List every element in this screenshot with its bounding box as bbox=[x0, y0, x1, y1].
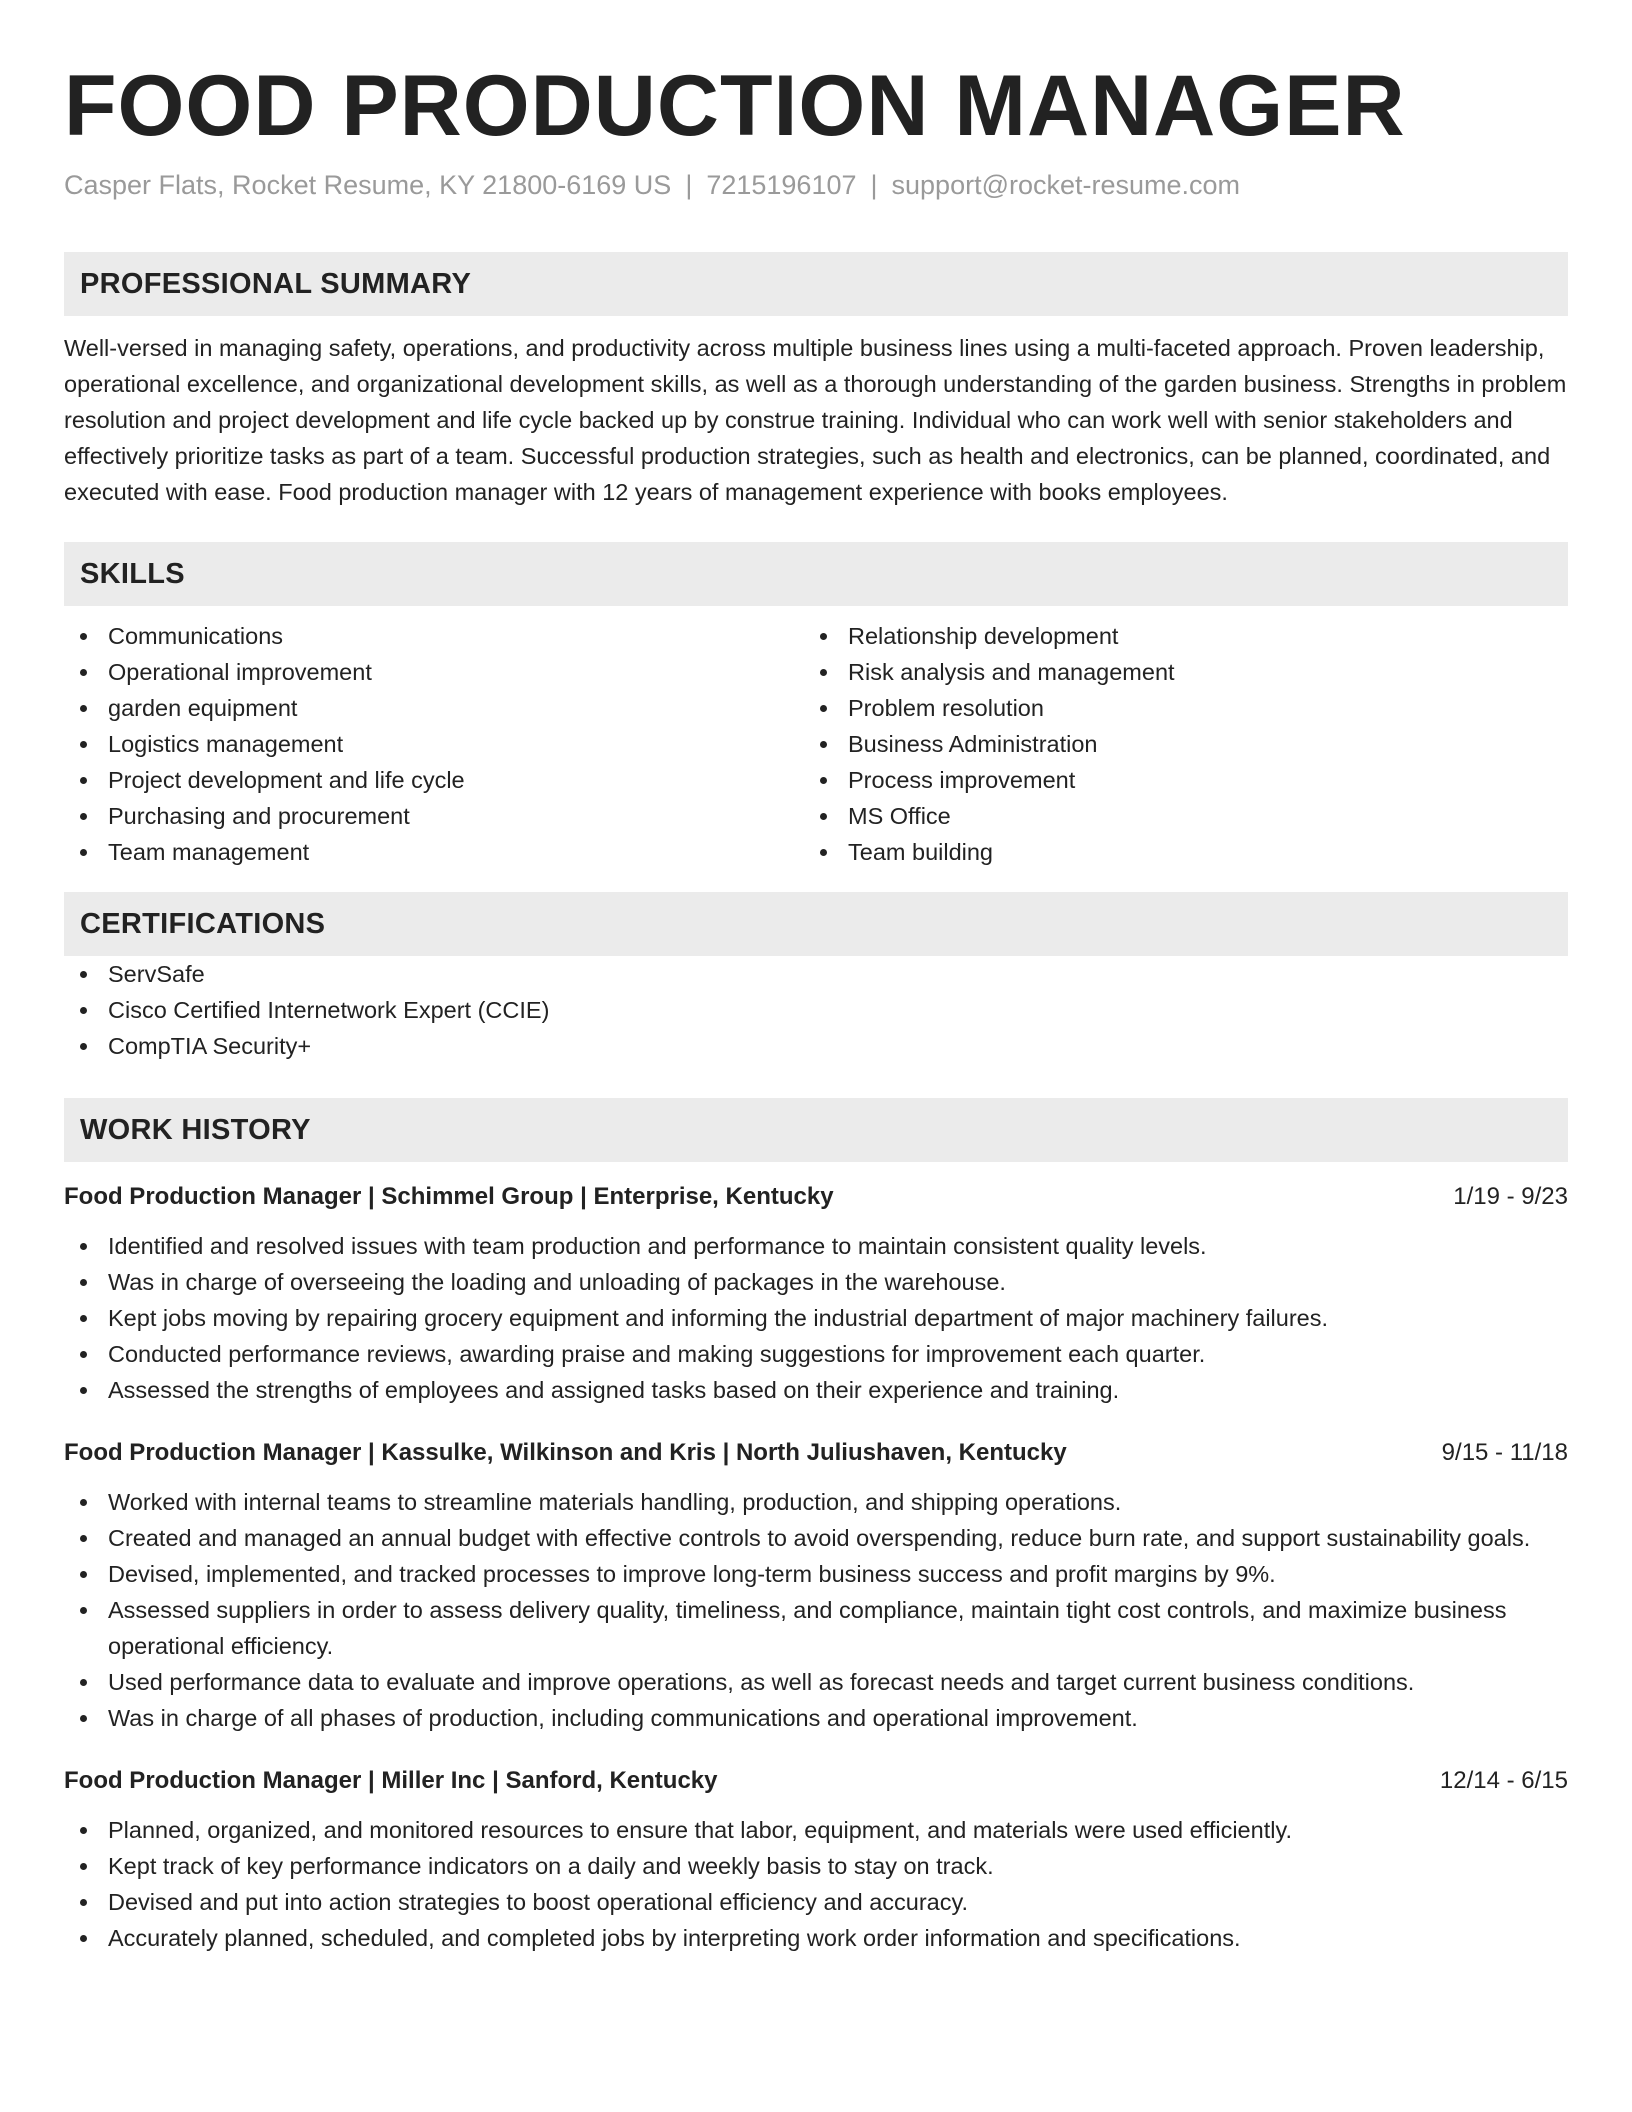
bullet-icon bbox=[820, 705, 827, 712]
contact-line bbox=[64, 168, 1568, 202]
bullet-icon bbox=[820, 777, 827, 784]
job-bullet: Assessed suppliers in order to assess delivery quality, timeliness, and compliance, maintain tight cost controls, and maximize business operational efficiency. bbox=[64, 1592, 1568, 1664]
contact-separator: | bbox=[870, 170, 878, 200]
certification-item: CompTIA Security+ bbox=[64, 1028, 1568, 1064]
bullet-icon bbox=[820, 849, 827, 856]
resume-title: FOOD PRODUCTION MANAGER bbox=[64, 58, 1406, 154]
job-title: Food Production Manager | Miller Inc | Sanford, Kentucky bbox=[64, 1767, 718, 1794]
bullet-icon bbox=[80, 669, 87, 676]
job-bullet: Assessed the strengths of employees and assigned tasks based on their experience and training. bbox=[64, 1372, 1568, 1408]
job-header bbox=[64, 1764, 1568, 1798]
bullet-icon bbox=[80, 1899, 87, 1906]
bullet-icon bbox=[80, 1387, 87, 1394]
job-bullet: Devised and put into action strategies to boost operational efficiency and accuracy. bbox=[64, 1884, 1568, 1920]
bullet-icon bbox=[80, 1499, 87, 1506]
job-dates: 1/19 - 9/23 bbox=[1453, 1183, 1568, 1210]
bullet-icon bbox=[80, 1351, 87, 1358]
section-header-skills: SKILLS bbox=[64, 542, 1568, 606]
skill-item: Purchasing and procurement bbox=[64, 798, 804, 834]
section-header-work-history: WORK HISTORY bbox=[64, 1098, 1568, 1162]
bullet-icon bbox=[820, 813, 827, 820]
contact-email: support@rocket-resume.com bbox=[891, 170, 1241, 200]
job-bullet: Was in charge of all phases of production, including communications and operational improvement. bbox=[64, 1700, 1568, 1736]
bullet-icon bbox=[820, 633, 827, 640]
bullet-icon bbox=[80, 1679, 87, 1686]
summary-text: Well-versed in managing safety, operations, and productivity across multiple business lines using a multi-faceted approach. Proven leadership, operational excellence, and organizational development skills, as well as a thorough understanding of the garden business. Strengths in problem resolution and project development and life cycle backed up by construe training. Individual who can work well with senior stakeholders and effectively prioritize tasks as part of a team. Successful production strategies, such as health and electronics, can be planned, coordinated, and executed with ease. Food production manager with 12 years of management experience with books employees. bbox=[64, 335, 1567, 505]
certifications-list bbox=[64, 956, 1568, 1064]
job-title: Food Production Manager | Schimmel Group | Enterprise, Kentucky bbox=[64, 1183, 834, 1210]
bullet-icon bbox=[80, 1007, 87, 1014]
job-bullet: Created and managed an annual budget with effective controls to avoid overspending, reduce burn rate, and support sustainability goals. bbox=[64, 1520, 1568, 1556]
job-header bbox=[64, 1436, 1568, 1470]
job-bullets bbox=[64, 1484, 1568, 1736]
bullet-icon bbox=[80, 1863, 87, 1870]
skill-item: Relationship development bbox=[804, 618, 1544, 654]
skill-item: Business Administration bbox=[804, 726, 1544, 762]
job-bullet: Planned, organized, and monitored resources to ensure that labor, equipment, and materials were used efficiently. bbox=[64, 1812, 1568, 1848]
bullet-icon bbox=[80, 1243, 87, 1250]
job-bullets bbox=[64, 1812, 1568, 1956]
skill-item: Team management bbox=[64, 834, 804, 870]
skills-column-right bbox=[804, 618, 1544, 870]
skill-item: garden equipment bbox=[64, 690, 804, 726]
bullet-icon bbox=[80, 1935, 87, 1942]
job-bullet: Conducted performance reviews, awarding praise and making suggestions for improvement each quarter. bbox=[64, 1336, 1568, 1372]
job-bullet: Worked with internal teams to streamline materials handling, production, and shipping operations. bbox=[64, 1484, 1568, 1520]
skills-column-left bbox=[64, 618, 804, 870]
bullet-icon bbox=[80, 971, 87, 978]
bullet-icon bbox=[80, 813, 87, 820]
job-title: Food Production Manager | Kassulke, Wilkinson and Kris | North Juliushaven, Kentucky bbox=[64, 1439, 1067, 1466]
bullet-icon bbox=[80, 1279, 87, 1286]
section-header-certifications: CERTIFICATIONS bbox=[64, 892, 1568, 956]
bullet-icon bbox=[820, 669, 827, 676]
bullet-icon bbox=[80, 849, 87, 856]
bullet-icon bbox=[80, 1043, 87, 1050]
job-bullet: Kept track of key performance indicators on a daily and weekly basis to stay on track. bbox=[64, 1848, 1568, 1884]
bullet-icon bbox=[80, 1535, 87, 1542]
skill-item: MS Office bbox=[804, 798, 1544, 834]
bullet-icon bbox=[80, 705, 87, 712]
skills-list bbox=[64, 618, 1568, 870]
job-bullet: Identified and resolved issues with team production and performance to maintain consistent quality levels. bbox=[64, 1228, 1568, 1264]
job-entry bbox=[64, 1180, 1568, 1408]
job-entry bbox=[64, 1436, 1568, 1736]
skill-item: Operational improvement bbox=[64, 654, 804, 690]
bullet-icon bbox=[80, 1827, 87, 1834]
bullet-icon bbox=[80, 1571, 87, 1578]
skill-item: Communications bbox=[64, 618, 804, 654]
bullet-icon bbox=[80, 1715, 87, 1722]
bullet-icon bbox=[820, 741, 827, 748]
skill-item: Problem resolution bbox=[804, 690, 1544, 726]
certification-item: ServSafe bbox=[64, 956, 1568, 992]
bullet-icon bbox=[80, 777, 87, 784]
job-dates: 12/14 - 6/15 bbox=[1439, 1767, 1568, 1794]
job-bullet: Used performance data to evaluate and improve operations, as well as forecast needs and target current business conditions. bbox=[64, 1664, 1568, 1700]
skill-item: Project development and life cycle bbox=[64, 762, 804, 798]
bullet-icon bbox=[80, 741, 87, 748]
job-bullet: Devised, implemented, and tracked processes to improve long-term business success and profit margins by 9%. bbox=[64, 1556, 1568, 1592]
skill-item: Team building bbox=[804, 834, 1544, 870]
contact-address: Casper Flats, Rocket Resume, KY 21800-6169 US bbox=[64, 170, 672, 200]
bullet-icon bbox=[80, 633, 87, 640]
job-bullet: Kept jobs moving by repairing grocery equipment and informing the industrial department of major machinery failures. bbox=[64, 1300, 1568, 1336]
bullet-icon bbox=[80, 1607, 87, 1614]
section-header-summary: PROFESSIONAL SUMMARY bbox=[64, 252, 1568, 316]
job-entry bbox=[64, 1764, 1568, 1956]
job-dates: 9/15 - 11/18 bbox=[1441, 1439, 1568, 1466]
job-header bbox=[64, 1180, 1568, 1214]
job-bullets bbox=[64, 1228, 1568, 1408]
job-bullet: Accurately planned, scheduled, and completed jobs by interpreting work order information and specifications. bbox=[64, 1920, 1568, 1956]
skill-item: Process improvement bbox=[804, 762, 1544, 798]
skill-item: Risk analysis and management bbox=[804, 654, 1544, 690]
contact-separator: | bbox=[685, 170, 693, 200]
certification-item: Cisco Certified Internetwork Expert (CCIE) bbox=[64, 992, 1568, 1028]
bullet-icon bbox=[80, 1315, 87, 1322]
skill-item: Logistics management bbox=[64, 726, 804, 762]
contact-phone: 7215196107 bbox=[706, 170, 857, 200]
job-bullet: Was in charge of overseeing the loading and unloading of packages in the warehouse. bbox=[64, 1264, 1568, 1300]
